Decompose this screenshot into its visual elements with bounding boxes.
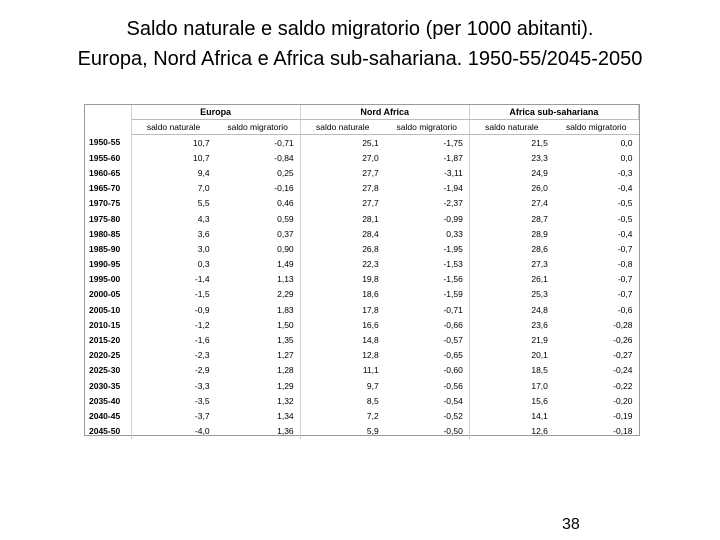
value-cell: -0,7 — [617, 274, 633, 285]
value-cell: -0,56 — [385, 378, 470, 393]
period-cell: 1985-90 — [85, 241, 131, 256]
value-cell: -1,75 — [385, 135, 470, 151]
value-cell: 1,34 — [216, 408, 301, 423]
value-cell: -0,7 — [617, 243, 633, 254]
table-row — [85, 150, 639, 165]
value-cell: 24,9 — [531, 167, 548, 178]
table-row — [85, 424, 639, 439]
value-cell: 27,7 — [362, 198, 379, 209]
value-cell: 1,28 — [216, 363, 301, 378]
value-cell: -3,5 — [194, 395, 210, 406]
period-cell: 2045-50 — [85, 424, 131, 439]
value-cell: 27,0 — [362, 152, 379, 163]
value-cell: -0,22 — [613, 380, 633, 391]
period-cell: 1980-85 — [85, 226, 131, 241]
table-row — [85, 317, 639, 332]
value-cell: 25,1 — [362, 137, 379, 148]
value-cell: -0,66 — [385, 317, 470, 332]
value-cell: -0,71 — [216, 135, 301, 151]
period-cell: 2030-35 — [85, 378, 131, 393]
table-row — [85, 241, 639, 256]
value-cell: 0,46 — [216, 196, 301, 211]
value-cell: -0,9 — [194, 304, 210, 315]
column-header: saldo migratorio — [554, 120, 639, 135]
value-cell: -4,0 — [194, 426, 210, 437]
value-cell: -0,18 — [613, 426, 633, 437]
value-cell: 14,8 — [362, 335, 379, 346]
value-cell: 21,9 — [531, 335, 548, 346]
value-cell: 5,5 — [197, 198, 210, 209]
value-cell: 0,59 — [216, 211, 301, 226]
value-cell: -1,87 — [385, 150, 470, 165]
value-cell: -1,56 — [385, 272, 470, 287]
value-cell: -0,8 — [617, 259, 633, 270]
table-row — [85, 287, 639, 302]
value-cell: -0,5 — [617, 198, 633, 209]
value-cell: 3,6 — [197, 228, 210, 239]
value-cell: -0,27 — [613, 350, 633, 361]
title-line-2: Europa, Nord Africa e Africa sub-sahariana. 1950-55/2045-2050 — [77, 48, 643, 70]
value-cell: 18,6 — [362, 289, 379, 300]
value-cell: -0,19 — [613, 410, 633, 421]
column-header: saldo migratorio — [216, 120, 301, 135]
value-cell: 28,1 — [362, 213, 379, 224]
table-row — [85, 257, 639, 272]
value-cell: 1,13 — [216, 272, 301, 287]
value-cell: 10,7 — [193, 152, 210, 163]
value-cell: 9,7 — [366, 380, 379, 391]
period-cell: 2005-10 — [85, 302, 131, 317]
value-cell: 18,5 — [531, 365, 548, 376]
value-cell: 1,27 — [216, 348, 301, 363]
table-row — [85, 378, 639, 393]
value-cell: 0,0 — [620, 152, 633, 163]
group-header-africa-sub-sahariana: Africa sub-sahariana — [469, 105, 638, 120]
value-cell: -1,53 — [385, 257, 470, 272]
value-cell: -0,28 — [613, 319, 633, 330]
value-cell: 1,50 — [216, 317, 301, 332]
value-cell: 1,36 — [216, 424, 301, 439]
group-header-europa: Europa — [131, 105, 300, 120]
value-cell: 2,29 — [216, 287, 301, 302]
table-row — [85, 393, 639, 408]
value-cell: 21,5 — [531, 137, 548, 148]
value-cell: -0,20 — [613, 395, 633, 406]
table-row — [85, 408, 639, 423]
value-cell: 8,5 — [366, 395, 379, 406]
period-cell: 2020-25 — [85, 348, 131, 363]
value-cell: 1,35 — [216, 332, 301, 347]
period-cell: 1975-80 — [85, 211, 131, 226]
value-cell: -1,4 — [194, 274, 210, 285]
value-cell: -0,26 — [613, 335, 633, 346]
value-cell: 22,3 — [362, 259, 379, 270]
value-cell: -2,3 — [194, 350, 210, 361]
value-cell: 0,3 — [197, 259, 210, 270]
value-cell: -0,16 — [216, 181, 301, 196]
value-cell: 28,4 — [362, 228, 379, 239]
value-cell: 0,90 — [216, 241, 301, 256]
period-cell: 1950-55 — [85, 135, 131, 151]
value-cell: 7,0 — [197, 183, 210, 194]
period-cell: 1990-95 — [85, 257, 131, 272]
table-row — [85, 363, 639, 378]
value-cell: -0,71 — [385, 302, 470, 317]
period-cell: 2035-40 — [85, 393, 131, 408]
value-cell: -1,59 — [385, 287, 470, 302]
value-cell: 26,8 — [362, 243, 379, 254]
value-cell: 0,33 — [385, 226, 470, 241]
period-cell: 2025-30 — [85, 363, 131, 378]
value-cell: 27,3 — [531, 259, 548, 270]
slide-title — [0, 14, 720, 74]
value-cell: 15,6 — [531, 395, 548, 406]
value-cell: 26,0 — [531, 183, 548, 194]
value-cell: 10,7 — [193, 137, 210, 148]
value-cell: -0,52 — [385, 408, 470, 423]
period-cell: 1955-60 — [85, 150, 131, 165]
value-cell: -2,9 — [194, 365, 210, 376]
value-cell: 0,25 — [216, 165, 301, 180]
value-cell: -2,37 — [385, 196, 470, 211]
value-cell: -0,99 — [385, 211, 470, 226]
value-cell: 27,4 — [531, 198, 548, 209]
value-cell: 28,9 — [531, 228, 548, 239]
value-cell: -0,7 — [617, 289, 633, 300]
value-cell: 12,8 — [362, 350, 379, 361]
column-header: saldo naturale — [300, 120, 385, 135]
column-header: saldo naturale — [131, 120, 216, 135]
table-row — [85, 226, 639, 241]
period-cell: 1960-65 — [85, 165, 131, 180]
value-cell: -0,57 — [385, 332, 470, 347]
table-row — [85, 332, 639, 347]
period-cell: 2000-05 — [85, 287, 131, 302]
value-cell: 27,7 — [362, 167, 379, 178]
value-cell: 16,6 — [362, 319, 379, 330]
value-cell: -0,6 — [617, 304, 633, 315]
value-cell: 3,0 — [197, 243, 210, 254]
column-header: saldo naturale — [469, 120, 554, 135]
value-cell: 1,29 — [216, 378, 301, 393]
table-row — [85, 272, 639, 287]
value-cell: 7,2 — [366, 410, 379, 421]
column-header: saldo migratorio — [385, 120, 470, 135]
value-cell: 1,83 — [216, 302, 301, 317]
table-row — [85, 348, 639, 363]
title-line-1: Saldo naturale e saldo migratorio (per 1000 abitanti). — [126, 18, 594, 40]
value-cell: 27,8 — [362, 183, 379, 194]
value-cell: 9,4 — [197, 167, 210, 178]
value-cell: 28,7 — [531, 213, 548, 224]
value-cell: -0,50 — [385, 424, 470, 439]
data-table — [85, 105, 639, 439]
sub-header-row — [85, 120, 639, 135]
period-cell: 2040-45 — [85, 408, 131, 423]
value-cell: 26,1 — [531, 274, 548, 285]
table-row — [85, 181, 639, 196]
value-cell: -0,65 — [385, 348, 470, 363]
value-cell: 0,37 — [216, 226, 301, 241]
value-cell: -1,6 — [194, 335, 210, 346]
value-cell: 17,0 — [531, 380, 548, 391]
period-cell: 1965-70 — [85, 181, 131, 196]
period-cell: 2015-20 — [85, 332, 131, 347]
value-cell: -0,54 — [385, 393, 470, 408]
group-header-row — [85, 105, 639, 120]
value-cell: 11,1 — [362, 365, 379, 376]
corner-cell — [85, 120, 131, 135]
table-row — [85, 196, 639, 211]
value-cell: 0,0 — [620, 137, 633, 148]
value-cell: -1,95 — [385, 241, 470, 256]
group-header-nord-africa: Nord Africa — [300, 105, 469, 120]
value-cell: 1,49 — [216, 257, 301, 272]
value-cell: -3,3 — [194, 380, 210, 391]
period-cell: 1970-75 — [85, 196, 131, 211]
table-row — [85, 135, 639, 151]
value-cell: 5,9 — [366, 426, 379, 437]
corner-cell — [85, 105, 131, 120]
period-cell: 1995-00 — [85, 272, 131, 287]
value-cell: -3,7 — [194, 410, 210, 421]
value-cell: -1,2 — [194, 319, 210, 330]
table-row — [85, 211, 639, 226]
value-cell: 25,3 — [531, 289, 548, 300]
table-body — [85, 135, 639, 439]
value-cell: 28,6 — [531, 243, 548, 254]
value-cell: 17,8 — [362, 304, 379, 315]
value-cell: -3,11 — [385, 165, 470, 180]
value-cell: -0,24 — [613, 365, 633, 376]
period-cell: 2010-15 — [85, 317, 131, 332]
value-cell: -0,3 — [617, 167, 633, 178]
value-cell: -1,94 — [385, 181, 470, 196]
value-cell: 4,3 — [197, 213, 210, 224]
page-number: 38 — [562, 516, 580, 533]
table-row — [85, 165, 639, 180]
value-cell: 1,32 — [216, 393, 301, 408]
value-cell: -0,4 — [617, 183, 633, 194]
value-cell: 23,6 — [531, 319, 548, 330]
value-cell: 24,8 — [531, 304, 548, 315]
value-cell: 23,3 — [531, 152, 548, 163]
value-cell: 14,1 — [531, 410, 548, 421]
value-cell: -1,5 — [194, 289, 210, 300]
value-cell: -0,5 — [617, 213, 633, 224]
table-row — [85, 302, 639, 317]
value-cell: 20,1 — [531, 350, 548, 361]
value-cell: 19,8 — [362, 274, 379, 285]
data-table-container — [84, 104, 640, 436]
value-cell: -0,4 — [617, 228, 633, 239]
value-cell: 12,6 — [531, 426, 548, 437]
value-cell: -0,60 — [385, 363, 470, 378]
value-cell: -0,84 — [216, 150, 301, 165]
